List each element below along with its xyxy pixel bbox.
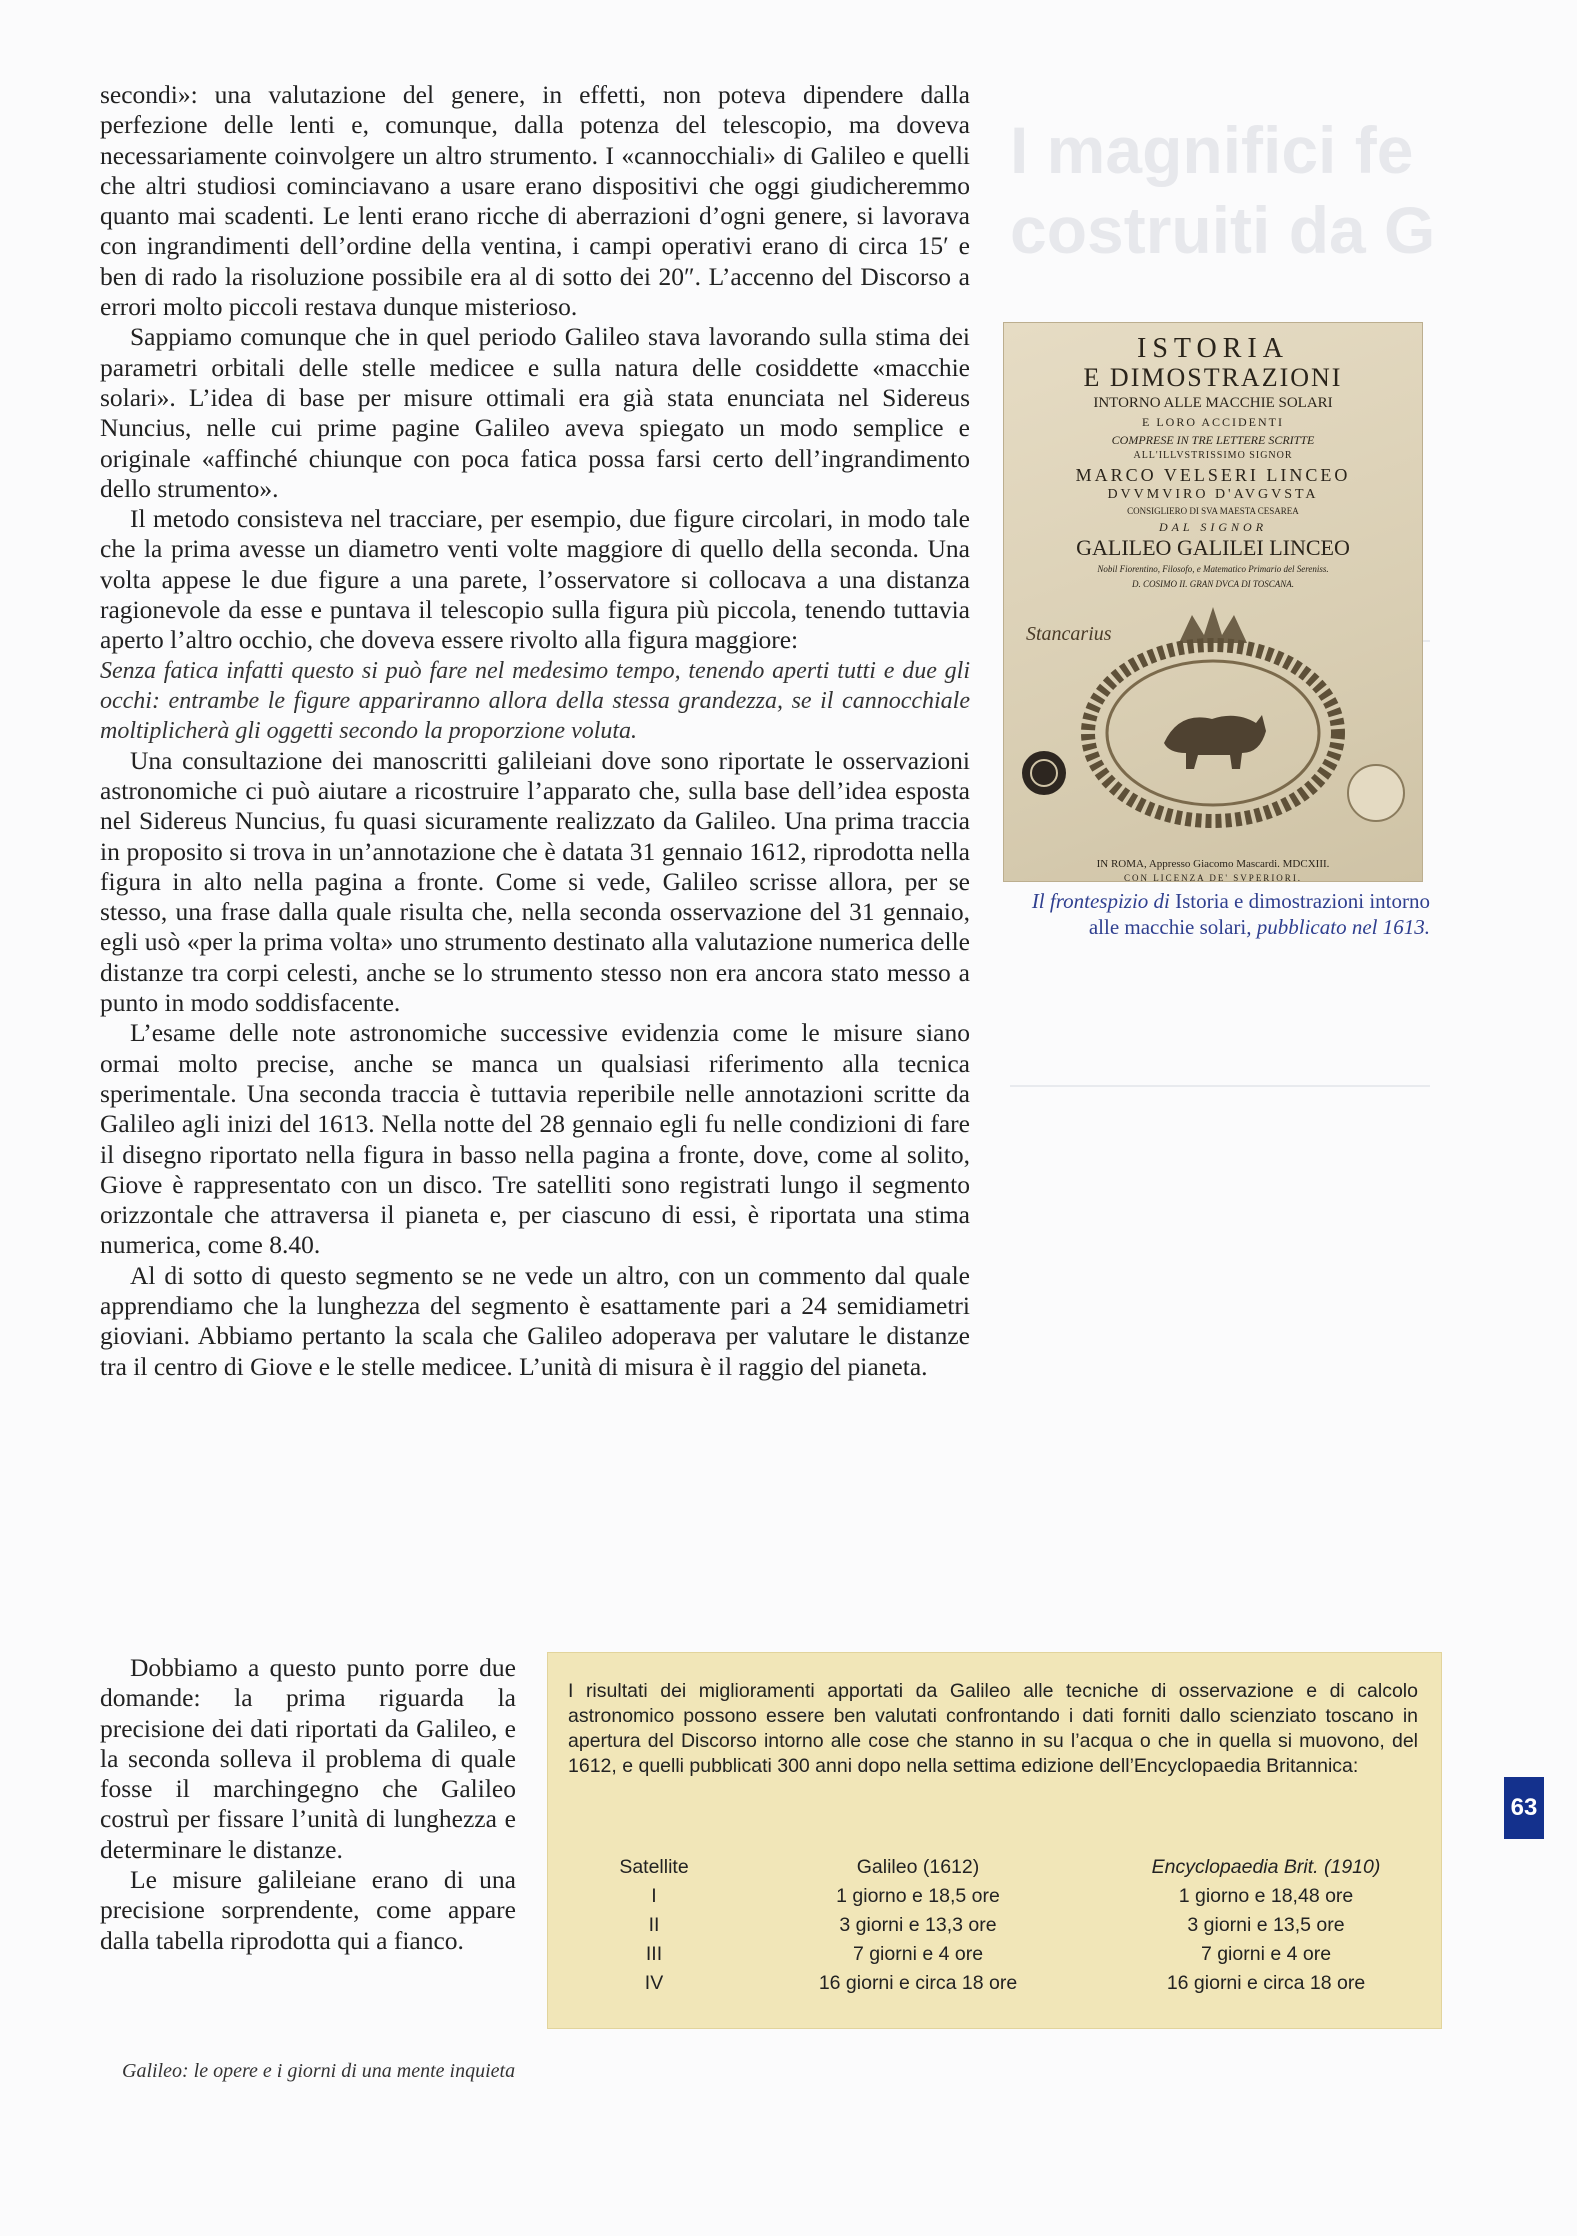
block-quote: Senza fatica infatti questo si può fare nel medesimo tempo, tenendo aperti tutti e due gli occhi: entrambe le figure appariranno allora della stessa grandezza, se il cannocchiale moltiplicherà gli oggetti secondo la proporzione voluta. <box>100 657 970 744</box>
table-cell: 1 giorno e 18,48 ore <box>1178 1885 1354 1907</box>
table-header: Satellite <box>619 1856 689 1878</box>
ghost-heading <box>1010 110 1435 270</box>
paragraph: Le misure galileiane erano di una precisione sorprendente, come appare dalla tabella riprodotta qui a fianco. <box>100 1865 516 1955</box>
table-column-galileo <box>788 1853 1048 1998</box>
table-cell: 1 giorno e 18,5 ore <box>836 1885 1000 1907</box>
table-cell: 3 giorni e 13,5 ore <box>1187 1914 1345 1936</box>
main-column <box>100 80 970 1382</box>
frontispiece-line: D. COSIMO II. GRAN DVCA DI TOSCANA. <box>1132 579 1294 589</box>
frontispiece-line: ALL'ILLVSTRISSIMO SIGNOR <box>1133 450 1293 461</box>
paragraph: Sappiamo comunque che in quel periodo Galileo stava lavorando sulla stima dei parametri orbitali delle stelle medicee e sulla natura delle cosiddette «macchie solari». L’idea di base per misure ottimali era già stata enunciata nel Sidereus Nuncius, nelle cui prime pagine Galileo aveva spiegato un modo semplice e originale «affinché chiunque con poca fatica possa farsi certo dell’ingrandimento dello strumento». <box>100 322 970 503</box>
table-cell: I <box>651 1885 657 1907</box>
figure-caption <box>1010 888 1430 940</box>
table-cell: 16 giorni e circa 18 ore <box>1166 1972 1366 1994</box>
narrow-column <box>100 1653 516 1956</box>
frontispiece-line: ISTORIA <box>1137 333 1289 364</box>
divider <box>1010 1085 1430 1088</box>
frontispiece-line: DVVMVIRO D'AVGVSTA <box>1107 487 1319 502</box>
frontispiece-imprint: IN ROMA, Appresso Giacomo Mascardi. MDCXIII. <box>1096 858 1330 870</box>
frontispiece-line: E DIMOSTRAZIONI <box>1083 363 1343 392</box>
paragraph: Al di sotto di questo segmento se ne vede un altro, con un commento dal quale apprendiamo che la lunghezza del segmento è esattamente pari a 24 semidiametri gioviani. Abbiamo pertanto la scala che Galileo adoperava per valutare le distanze tra il centro di Giove e le stelle medicee. L’unità di misura è il raggio del pianeta. <box>100 1260 970 1381</box>
table-cell: 7 giorni e 4 ore <box>852 1943 984 1965</box>
running-footer: Galileo: le opere e i giorni di una mente inquieta <box>122 2060 516 2082</box>
frontispiece-line: COMPRESE IN TRE LETTERE SCRITTE <box>1111 433 1315 447</box>
frontispiece-license: CON LICENZA DE' SVPERIORI. <box>1123 873 1303 883</box>
caption-pre: Il frontespizio di <box>1031 889 1170 913</box>
table-cell: III <box>645 1943 663 1965</box>
box-intro: I risultati dei miglioramenti apportati da Galileo alle tecniche di osservazione e di calcolo astronomico possono essere ben valutati confrontando i dati forniti dallo scienziato toscano in apertura del Discorso intorno alle cose che stanno in su l’acqua o che in quella si muovono, del 1612, e quelli pubblicati 300 anni dopo nella settima edizione dell’Encyclopaedia Britannica: <box>568 1680 1418 1777</box>
frontispiece-line: INTORNO ALLE MACCHIE SOLARI <box>1093 395 1333 411</box>
paragraph: secondi»: una valutazione del genere, in effetti, non poteva dipendere dalla perfezione delle lenti e, comunque, dalla potenza del telescopio, ma doveva necessariamente coinvolgere un altro strumento. I «cannocchiali» di Galileo e quelli che altri studiosi cominciavano a usare erano dispositivi che oggi giudicheremmo quanto mai scadenti. Le lenti erano ricche di aberrazioni d’ogni genere, si lavorava con ingrandimenti dell’ordine della ventina, i campi operativi erano di circa 15′ e ben di rado la risoluzione possibile era al di sotto dei 20″. L’accenno del Discorso a errori molto piccoli restava dunque misterioso. <box>100 80 970 322</box>
page-number: 63 <box>1504 1777 1544 1839</box>
comparison-box <box>547 1652 1442 2029</box>
ghost-heading-line: I magnifici fe <box>1010 113 1414 187</box>
frontispiece-line: Nobil Fiorentino, Filosofo, e Matematico Primario del Sereniss. <box>1097 564 1329 574</box>
paragraph: Una consultazione dei manoscritti galileiani dove sono riportate le osservazioni astronomiche ci può aiutare a ricostruire l’apparato che, sulla base dell’idea esposta nel Sidereus Nuncius, fu quasi sicuramente realizzato da Galileo. Una prima traccia in proposito si trova in un’annotazione che è datata 31 gennaio 1612, riprodotta nella figura in alto nella pagina a fronte. Come si vede, Galileo scrisse allora, per se stesso, una frase dalla quale risulta che, nella seconda osservazione del 31 gennaio, egli usò «per la prima volta» uno strumento destinato alla valutazione numerica delle distanze tra corpi celesti, anche se lo strumento stesso non era ancora stato messo a punto in modo soddisfacente. <box>100 745 970 1018</box>
ghost-heading-line: costruiti da G <box>1010 193 1436 267</box>
table-column-britannica <box>1116 1853 1416 1998</box>
emblem-wreath-lynx <box>1004 593 1422 833</box>
caption-post: , pubblicato nel 1613. <box>1246 915 1430 939</box>
frontispiece-line: CONSIGLIERO DI SVA MAESTA CESAREA <box>1127 506 1299 516</box>
table-header: Galileo (1612) <box>856 1856 980 1878</box>
frontispiece-line: E LORO ACCIDENTI <box>1142 415 1284 429</box>
paragraph: L’esame delle note astronomiche successive evidenzia come le misure siano ormai molto precise, anche se manca un qualsiasi riferimento alla tecnica sperimentale. Una seconda traccia è tuttavia reperibile nelle annotazioni scritte da Galileo agli inizi del 1613. Nella notte del 28 gennaio egli fu nelle condizioni di fare il disegno riportato nella figura in basso nella pagina a fronte, dove, come al solito, Giove è rappresentato con un disco. Tre satelliti sono registrati lungo il segmento orizzontale che attraversa il pianeta e, per ciascuno di essi, è riportata una stima numerica, come 8.40. <box>100 1018 970 1260</box>
paragraph: Dobbiamo a questo punto porre due domande: la prima riguarda la precisione dei dati riportati da Galileo, e la seconda solleva il problema di quale fosse il marchingegno che Galileo costruì per fissare l’unità di lunghezza e determinare le distanze. <box>100 1653 516 1864</box>
table-cell: 16 giorni e circa 18 ore <box>818 1972 1018 1994</box>
handwritten-signature: Stancarius <box>1026 623 1112 645</box>
frontispiece-line: MARCO VELSERI LINCEO <box>1075 465 1351 485</box>
frontispiece-line: DAL SIGNOR <box>1158 520 1268 534</box>
table-cell: 7 giorni e 4 ore <box>1200 1943 1332 1965</box>
frontispiece-image <box>1003 322 1423 882</box>
frontispiece-line: GALILEO GALILEI LINCEO <box>1076 535 1350 560</box>
table-cell: II <box>648 1914 660 1936</box>
caption-title: Istoria e dimostrazioni intorno alle macchie solari <box>1088 889 1430 939</box>
table-cell: IV <box>644 1972 664 1994</box>
table-cell: 3 giorni e 13,3 ore <box>839 1914 997 1936</box>
paragraph: Il metodo consisteva nel tracciare, per esempio, due figure circolari, in modo tale che la prima avesse un diametro venti volte maggiore di quello della seconda. Una volta appese le due figure a una parete, l’osservatore si collocava a una distanza ragionevole da esse e puntava il telescopio sulla figura più piccola, tenendo tuttavia aperto l’altro occhio, che doveva essere rivolto alla figura maggiore: <box>100 504 970 655</box>
seal-stamp-icon <box>1348 765 1404 821</box>
table-column-satellite <box>604 1853 704 1998</box>
crown-icon <box>1179 607 1247 643</box>
library-stamp-icon <box>1022 751 1066 795</box>
lynx-icon <box>1164 715 1266 769</box>
table-header: Encyclopaedia Brit. (1910) <box>1151 1856 1381 1878</box>
